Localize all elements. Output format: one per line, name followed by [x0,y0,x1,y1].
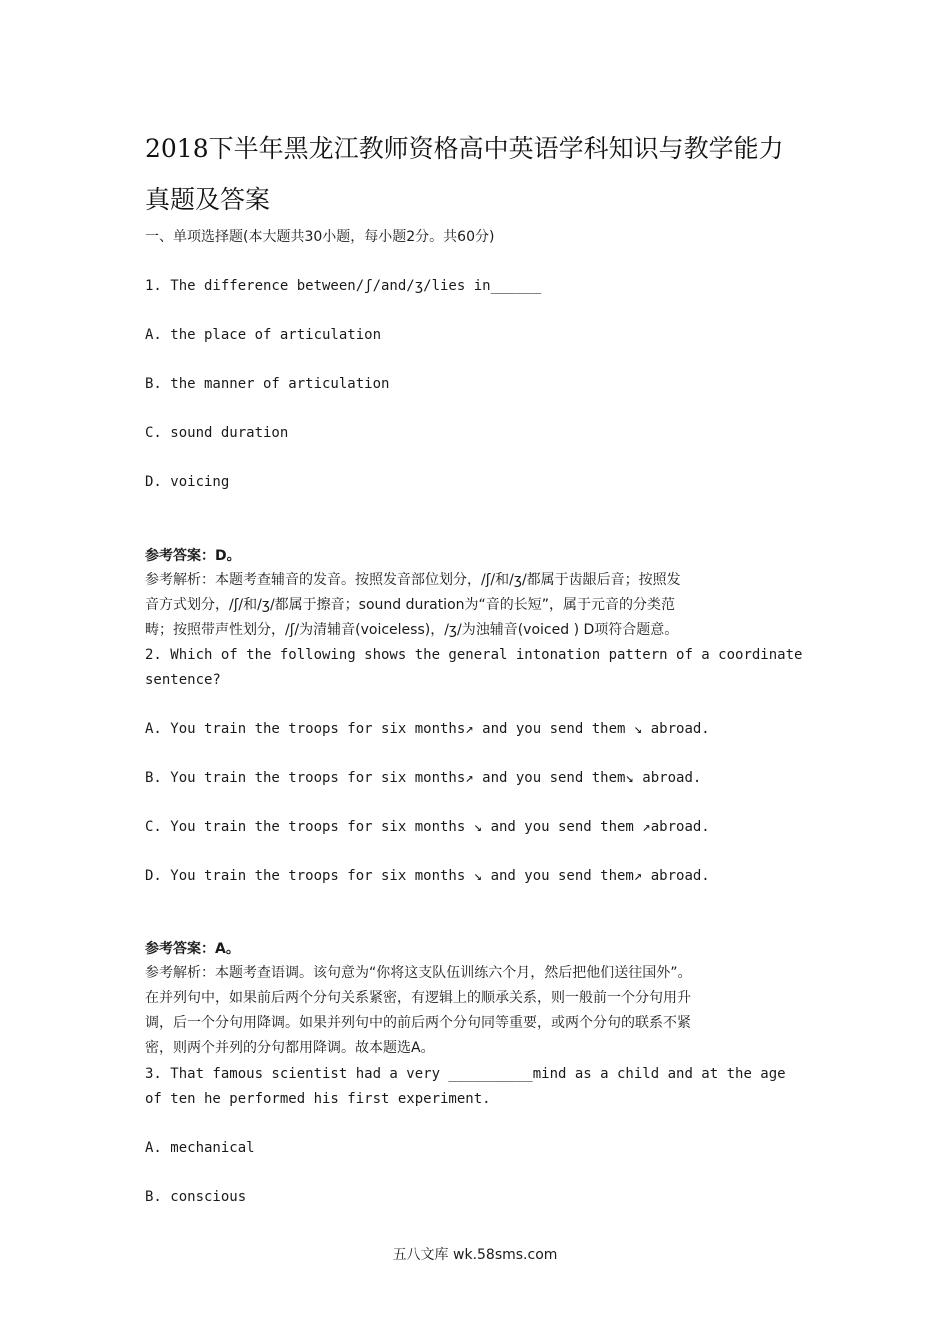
question-2-analysis-line-2: 在并列句中，如果前后两个分句关系紧密，有逻辑上的顺承关系，则一般前一个分句用升 [145,990,691,1006]
question-3-stem-line-2: of ten he performed his first experiment. [145,1091,491,1107]
question-1-option-b: B. the manner of articulation [145,376,390,392]
question-1-stem: 1. The difference between/ʃ/and/ʒ/lies in______ [145,278,542,294]
question-2-option-a: A. You train the troops for six months↗ and you send them ↘ abroad. [145,721,710,737]
question-1-analysis-line-1: 参考解析：本题考查辅音的发音。按照发音部位划分，/ʃ/和/ʒ/都属于齿龈后音；按照发 [145,572,681,588]
question-3-option-b: B. conscious [145,1189,247,1205]
document-title-line-2: 真题及答案 [145,185,271,214]
question-3-option-a: A. mechanical [145,1140,255,1156]
page-footer: 五八文库 wk.58sms.com [392,1247,558,1263]
question-2-stem-line-1: 2. Which of the following shows the general intonation pattern of a coordinate [145,647,803,663]
question-2-option-b: B. You train the troops for six months↗ and you send them↘ abroad. [145,770,702,786]
document-title-line-1: 2018下半年黑龙江教师资格高中英语学科知识与教学能力 [145,134,784,163]
question-2-analysis-line-3: 调，后一个分句用降调。如果并列句中的前后两个分句同等重要，或两个分句的联系不紧 [145,1015,691,1031]
question-1-option-c: C. sound duration [145,425,289,441]
section-heading: 一、单项选择题(本大题共30小题，每小题2分。共60分) [145,229,495,245]
question-3-stem-line-1: 3. That famous scientist had a very __________mind as a child and at the age [145,1066,786,1082]
question-2-option-d: D. You train the troops for six months ↘ and you send them↗ abroad. [145,868,710,884]
question-2-analysis-line-1: 参考解析：本题考查语调。该句意为“你将这支队伍训练六个月，然后把他们送往国外”。 [145,965,692,981]
question-2-option-c: C. You train the troops for six months ↘ and you send them ↗abroad. [145,819,710,835]
question-1-option-d: D. voicing [145,474,230,490]
question-2-stem-line-2: sentence? [145,672,221,688]
question-2-answer: 参考答案：A。 [145,941,240,957]
question-1-analysis-line-2: 音方式划分，/ʃ/和/ʒ/都属于擦音；sound duration为“音的长短”，属于元音的分类范 [145,597,676,613]
question-1-answer: 参考答案：D。 [145,548,241,564]
question-1-analysis-line-3: 畴；按照带声性划分，/ʃ/为清辅音(voiceless)，/ʒ/为浊辅音(voiced ) D项符合题意。 [145,622,679,638]
question-2-analysis-line-4: 密，则两个并列的分句都用降调。故本题选A。 [145,1040,435,1056]
question-1-option-a: A. the place of articulation [145,327,382,343]
